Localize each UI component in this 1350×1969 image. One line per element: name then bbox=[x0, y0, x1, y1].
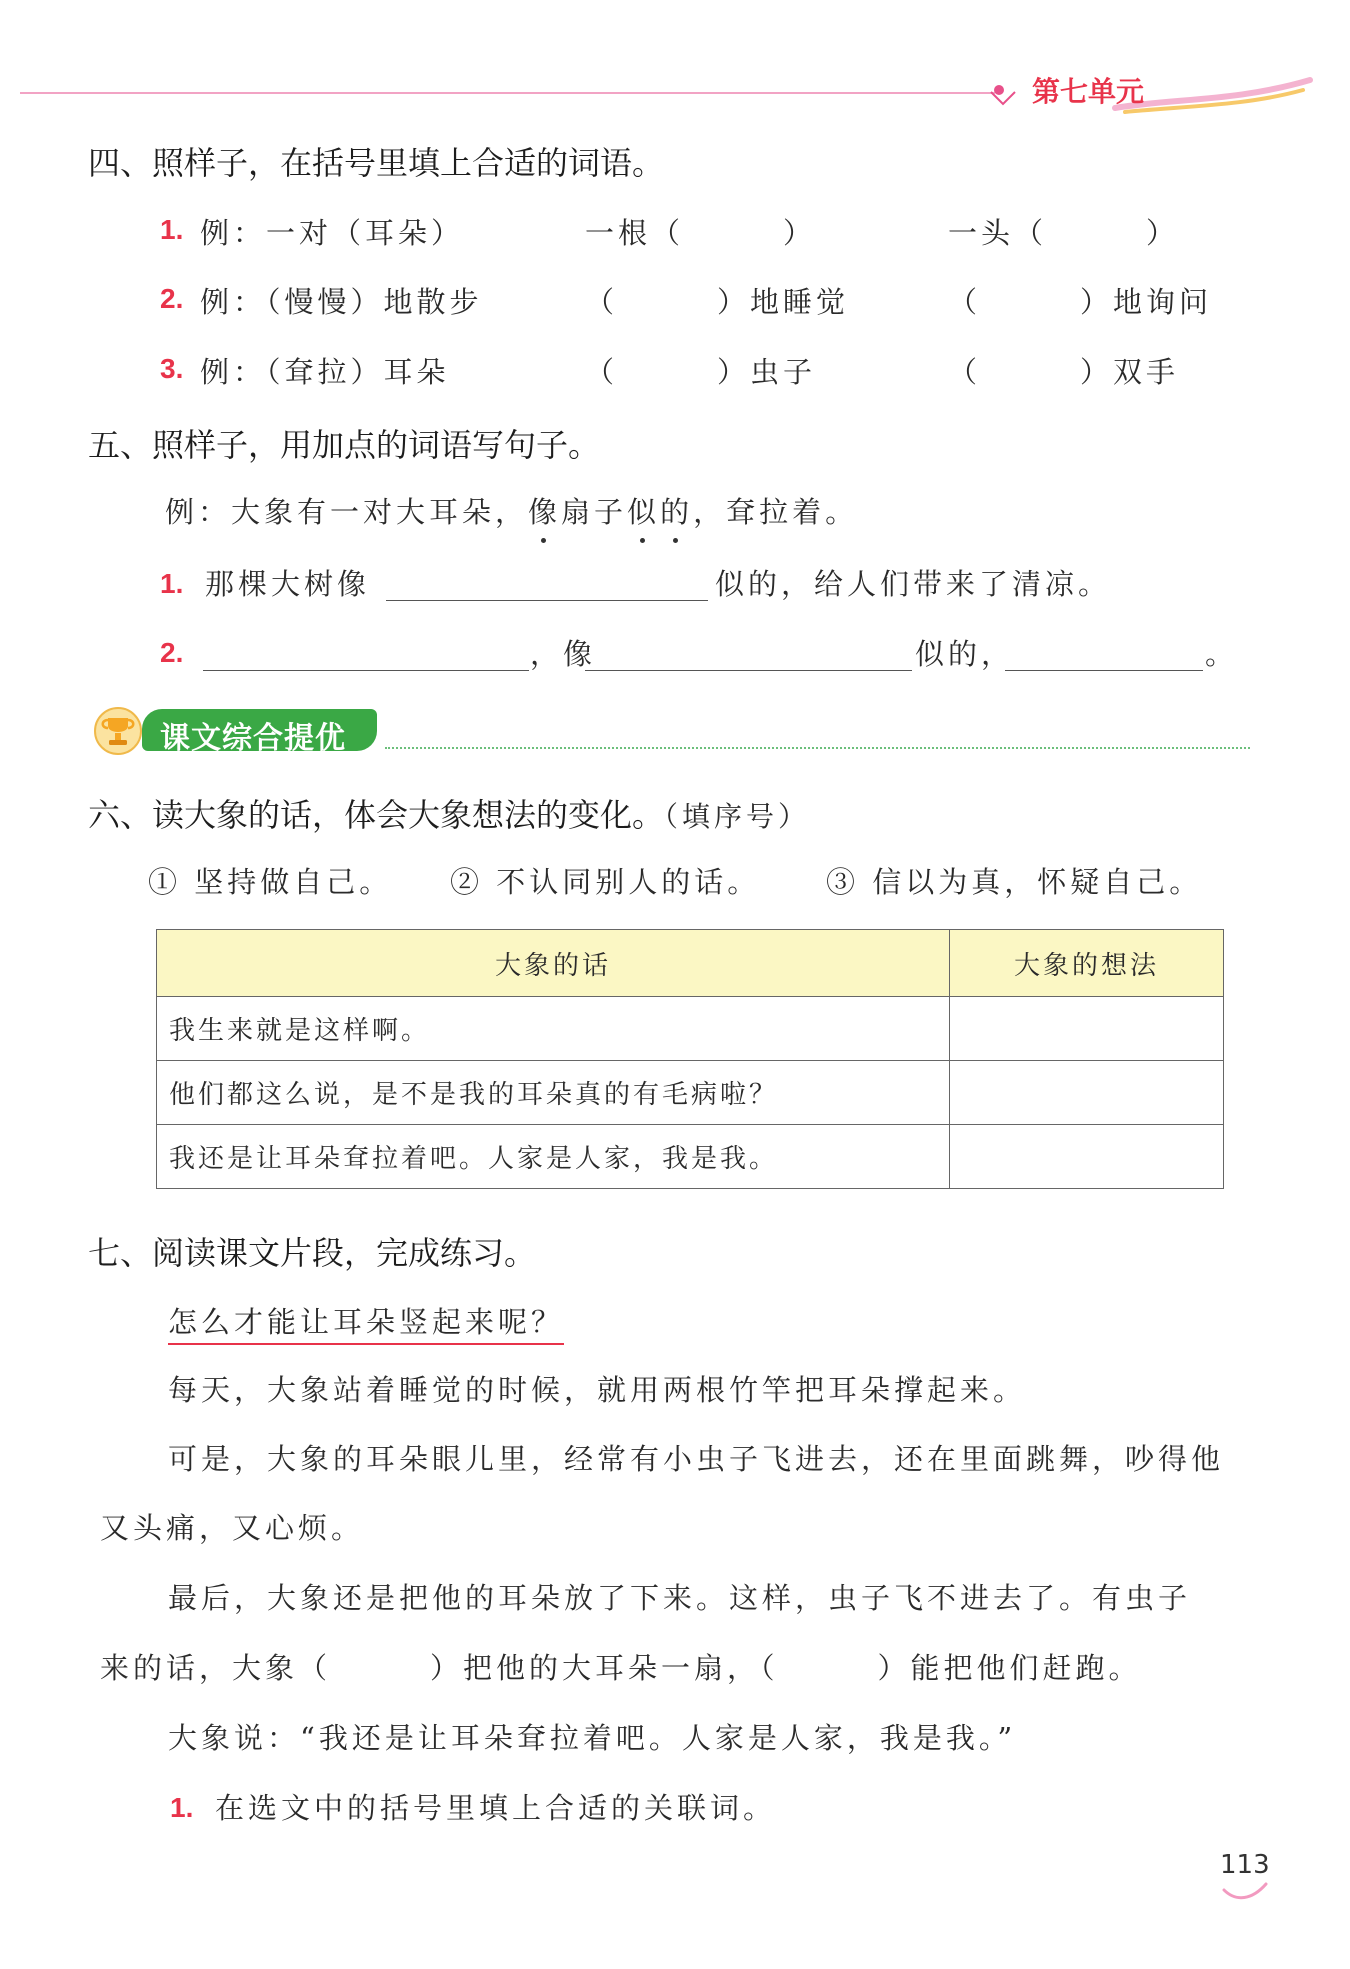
table-row bbox=[157, 997, 1224, 1061]
header-rule bbox=[20, 92, 995, 94]
s5-example-pre: 例：大象有一对大耳朵， bbox=[165, 495, 529, 529]
s5-example-mid: 扇子 bbox=[561, 495, 628, 529]
page-number: 113 bbox=[1220, 1850, 1270, 1880]
table-row bbox=[157, 1061, 1224, 1125]
unit-label: 第七单元 bbox=[1032, 75, 1145, 108]
s7-line-4: 又头痛，又心烦。 bbox=[100, 1511, 365, 1545]
s7-q1-text: 在选文中的括号里填上合适的关联词。 bbox=[215, 1791, 777, 1825]
table-cell-words: 我还是让耳朵耷拉着吧。人家是人家，我是我。 bbox=[157, 1125, 950, 1189]
s4-row3-item-b[interactable]: （ ）虫子 bbox=[585, 355, 817, 389]
banner-label: 课文综合提优 bbox=[160, 721, 346, 756]
s5-q2-mid2: 似的， bbox=[915, 637, 1015, 671]
s7-line-7: 大象说：“我还是让耳朵耷拉着吧。人家是人家，我是我。” bbox=[168, 1721, 1017, 1755]
s7-q1-num: 1. bbox=[170, 1792, 194, 1823]
table-cell-answer[interactable] bbox=[950, 997, 1224, 1061]
s7-line-1: 怎么才能让耳朵竖起来呢？ bbox=[168, 1300, 564, 1345]
s7-line-5: 最后，大象还是把他的耳朵放了下来。这样，虫子飞不进去了。有虫子 bbox=[168, 1581, 1192, 1615]
s5-example-post: ，耷拉着。 bbox=[693, 495, 859, 529]
s7-line-3: 可是，大象的耳朵眼儿里，经常有小虫子飞进去，还在里面跳舞，吵得他 bbox=[168, 1442, 1225, 1476]
s5-q1-pre: 那棵大树像 bbox=[205, 567, 371, 601]
trophy-icon bbox=[92, 706, 146, 756]
table-cell-words: 我生来就是这样啊。 bbox=[157, 997, 950, 1061]
s5-q2-end: 。 bbox=[1205, 637, 1239, 671]
s4-row1-num: 1. bbox=[160, 214, 184, 245]
table-header-thoughts: 大象的想法 bbox=[950, 930, 1224, 997]
s6-option-2: ② 不认同别人的话。 bbox=[450, 865, 761, 899]
s6-option-3: ③ 信以为真，怀疑自己。 bbox=[826, 865, 1203, 899]
table-cell-answer[interactable] bbox=[950, 1125, 1224, 1189]
section6-title bbox=[88, 790, 810, 836]
section-banner bbox=[92, 706, 382, 754]
elephant-thoughts-table bbox=[156, 929, 1224, 1189]
section7-title: 七、阅读课文片段，完成练习。 bbox=[88, 1234, 537, 1272]
s5-q1-blank[interactable] bbox=[386, 600, 708, 601]
s5-example bbox=[165, 490, 858, 531]
s4-row3-item-c[interactable]: （ ）双手 bbox=[948, 355, 1180, 389]
s7-line-2: 每天，大象站着睡觉的时候，就用两根竹竿把耳朵撑起来。 bbox=[168, 1373, 1027, 1407]
table-row bbox=[157, 1125, 1224, 1189]
s5-q1-num: 1. bbox=[160, 568, 184, 599]
s5-example-dotted-1: 像 bbox=[528, 490, 561, 531]
s4-row3-num: 3. bbox=[160, 353, 184, 384]
s4-row2-item-b[interactable]: （ ）地睡觉 bbox=[585, 285, 850, 319]
table-header-row bbox=[157, 930, 1224, 997]
banner-dotted-rule bbox=[385, 747, 1250, 749]
section5-title: 五、照样子，用加点的词语写句子。 bbox=[88, 426, 601, 464]
s5-q2-blank-1[interactable] bbox=[203, 670, 529, 671]
s6-option-1: ① 坚持做自己。 bbox=[148, 865, 393, 899]
section4-title: 四、照样子，在括号里填上合适的词语。 bbox=[88, 144, 665, 182]
s4-row3-example: 例：（耷拉）耳朵 bbox=[200, 355, 450, 389]
table-cell-answer[interactable] bbox=[950, 1061, 1224, 1125]
s5-example-dotted-2: 似 bbox=[627, 490, 660, 531]
s7-line-6: 来的话，大象（ ）把他的大耳朵一扇，（ ）能把他们赶跑。 bbox=[100, 1651, 1142, 1685]
s4-row1-item-c[interactable]: 一头（ ） bbox=[948, 216, 1180, 250]
section6-title-main: 六、读大象的话，体会大象想法的变化。 bbox=[88, 796, 665, 834]
s5-q2-mid1: ，像 bbox=[530, 637, 597, 671]
table-cell-words: 他们都这么说，是不是我的耳朵真的有毛病啦？ bbox=[157, 1061, 950, 1125]
s4-row2-item-c[interactable]: （ ）地询问 bbox=[948, 285, 1213, 319]
section6-title-suffix: （填序号） bbox=[664, 800, 811, 833]
s5-q2-blank-3[interactable] bbox=[1005, 670, 1203, 671]
s5-q2-blank-2[interactable] bbox=[585, 670, 912, 671]
s5-example-dotted-3: 的 bbox=[660, 490, 693, 531]
table-header-words: 大象的话 bbox=[157, 930, 950, 997]
s4-row1-example: 例：一对（耳朵） bbox=[200, 216, 465, 250]
s5-q1-post: 似的，给人们带来了清凉。 bbox=[715, 567, 1112, 601]
page-number-swirl-icon bbox=[1222, 1880, 1268, 1902]
s4-row2-example: 例：（慢慢）地散步 bbox=[200, 285, 483, 319]
s4-row1-item-b[interactable]: 一根（ ） bbox=[585, 216, 817, 250]
s5-q2-num: 2. bbox=[160, 637, 184, 668]
s4-row2-num: 2. bbox=[160, 283, 184, 314]
